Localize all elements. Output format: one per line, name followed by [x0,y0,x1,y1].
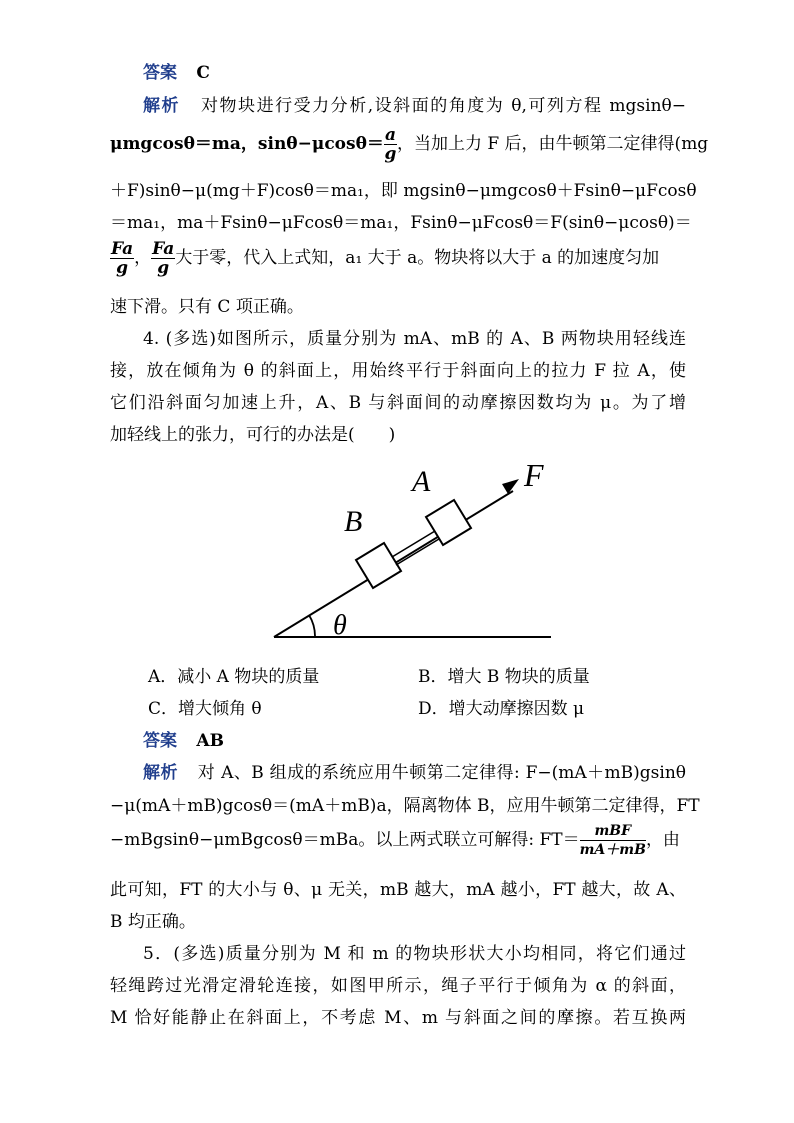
block-b [356,543,401,588]
answer-value: AB [196,731,224,751]
label-a: A [412,465,431,498]
fraction-denominator: mA＋mB [579,842,646,858]
analysis-line-4: ＝ma₁，ma＋Fsinθ−μFcosθ＝ma₁，Fsinθ−μFcosθ＝F(sinθ−μcosθ)＝ [110,213,692,233]
option-a[interactable]: A．减小 A 物块的质量 [148,667,320,687]
analysis-label: 解析 [143,763,178,783]
label-b: B [344,505,363,538]
analysis2-line-4: 此可知，FT 的大小与 θ、μ 无关，mB 越大，mA 越小，FT 越大，故 A、 [110,880,686,900]
question-4-line-2: 接，放在倾角为 θ 的斜面上，用始终平行于斜面向上的拉力 F 拉 A，使 [110,361,686,381]
fraction-tension [580,822,646,859]
analysis2-line-2: −μ(mA＋mB)gcosθ＝(mA＋mB)a，隔离物体 B，应用牛顿第二定律得，FT [110,796,700,816]
connecting-string [392,531,435,557]
analysis-label: 解析 [143,96,181,116]
question-4-line-4: 加轻线上的张力，可行的办法是( ) [110,425,396,445]
question-5-line-2: 轻绳跨过光滑定滑轮连接，如图甲所示，绳子平行于倾角为 α 的斜面， [110,976,686,996]
analysis2-line-1 [143,762,686,784]
analysis-text: μmgcosθ＝ma，sinθ−μcosθ＝ [110,134,384,154]
analysis-text: 对物块进行受力分析,设斜面的角度为 θ,可列方程 mgsinθ− [201,96,687,116]
question-4-line-3: 它们沿斜面匀加速上升，A、B 与斜面间的动摩擦因数均为 μ。为了增 [110,393,686,413]
fraction-denominator: g [116,258,129,278]
option-b[interactable]: B．增大 B 物块的质量 [418,667,590,687]
answer-label: 答案 [143,63,177,83]
fraction-numerator: a [384,125,396,145]
fraction-fa-over-g [151,240,175,277]
fraction-denominator: g [384,144,397,164]
block-a [426,500,471,545]
angle-arc [309,615,315,637]
analysis-line-2 [110,125,709,176]
question-4-line-1: 4. (多选)如图所示，质量分别为 mA、mB 的 A、B 两物块用轻线连 [143,329,686,349]
analysis-text: ， [134,248,152,268]
fraction-numerator: Fa [111,239,134,259]
fraction-fa-over-g [110,240,134,277]
answer-line-2 [143,730,686,752]
question-5-line-3: M 恰好能静止在斜面上，不考虑 M、m 与斜面之间的摩擦。若互换两 [110,1008,686,1028]
theta-label: θ [333,610,347,641]
analysis-line-6: 速下滑。只有 C 项正确。 [110,297,304,317]
analysis-line-1 [143,95,686,117]
analysis-text: ，由 [645,830,680,850]
analysis-line-5 [110,240,686,290]
fraction-a-over-g [384,126,397,163]
fraction-numerator: mBF [580,822,646,841]
analysis-text: 对 A、B 组成的系统应用牛顿第二定律得: F−(mA＋mB)gsinθ [197,763,687,783]
answer-line-1 [143,62,686,84]
fraction-denominator: g [157,258,170,278]
incline-diagram [258,452,570,648]
fraction-numerator: Fa [152,239,175,259]
answer-label: 答案 [143,731,177,751]
analysis-text: ，当加上力 F 后，由牛顿第二定律得(mg [396,134,709,154]
analysis2-line-5: B 均正确。 [110,912,196,932]
label-f: F [524,457,544,493]
option-c[interactable]: C．增大倾角 θ [148,699,262,719]
analysis-line-3: ＋F)sinθ−μ(mg＋F)cosθ＝ma₁，即 mgsinθ−μmgcosθ＋Fsinθ−μFcosθ [110,181,697,201]
analysis-text: 大于零，代入上式知，a₁ 大于 a。物块将以大于 a 的加速度匀加 [175,248,660,268]
connecting-string [396,539,439,565]
option-d[interactable]: D．增大动摩擦因数 μ [418,699,585,719]
analysis-text: −mBgsinθ−μmBgcosθ＝mBa。以上两式联立可解得: FT＝ [110,830,580,850]
analysis2-line-3 [110,822,686,872]
question-5-line-1: 5．(多选)质量分别为 M 和 m 的物块形状大小均相同，将它们通过 [143,944,686,964]
answer-value: C [196,63,210,83]
